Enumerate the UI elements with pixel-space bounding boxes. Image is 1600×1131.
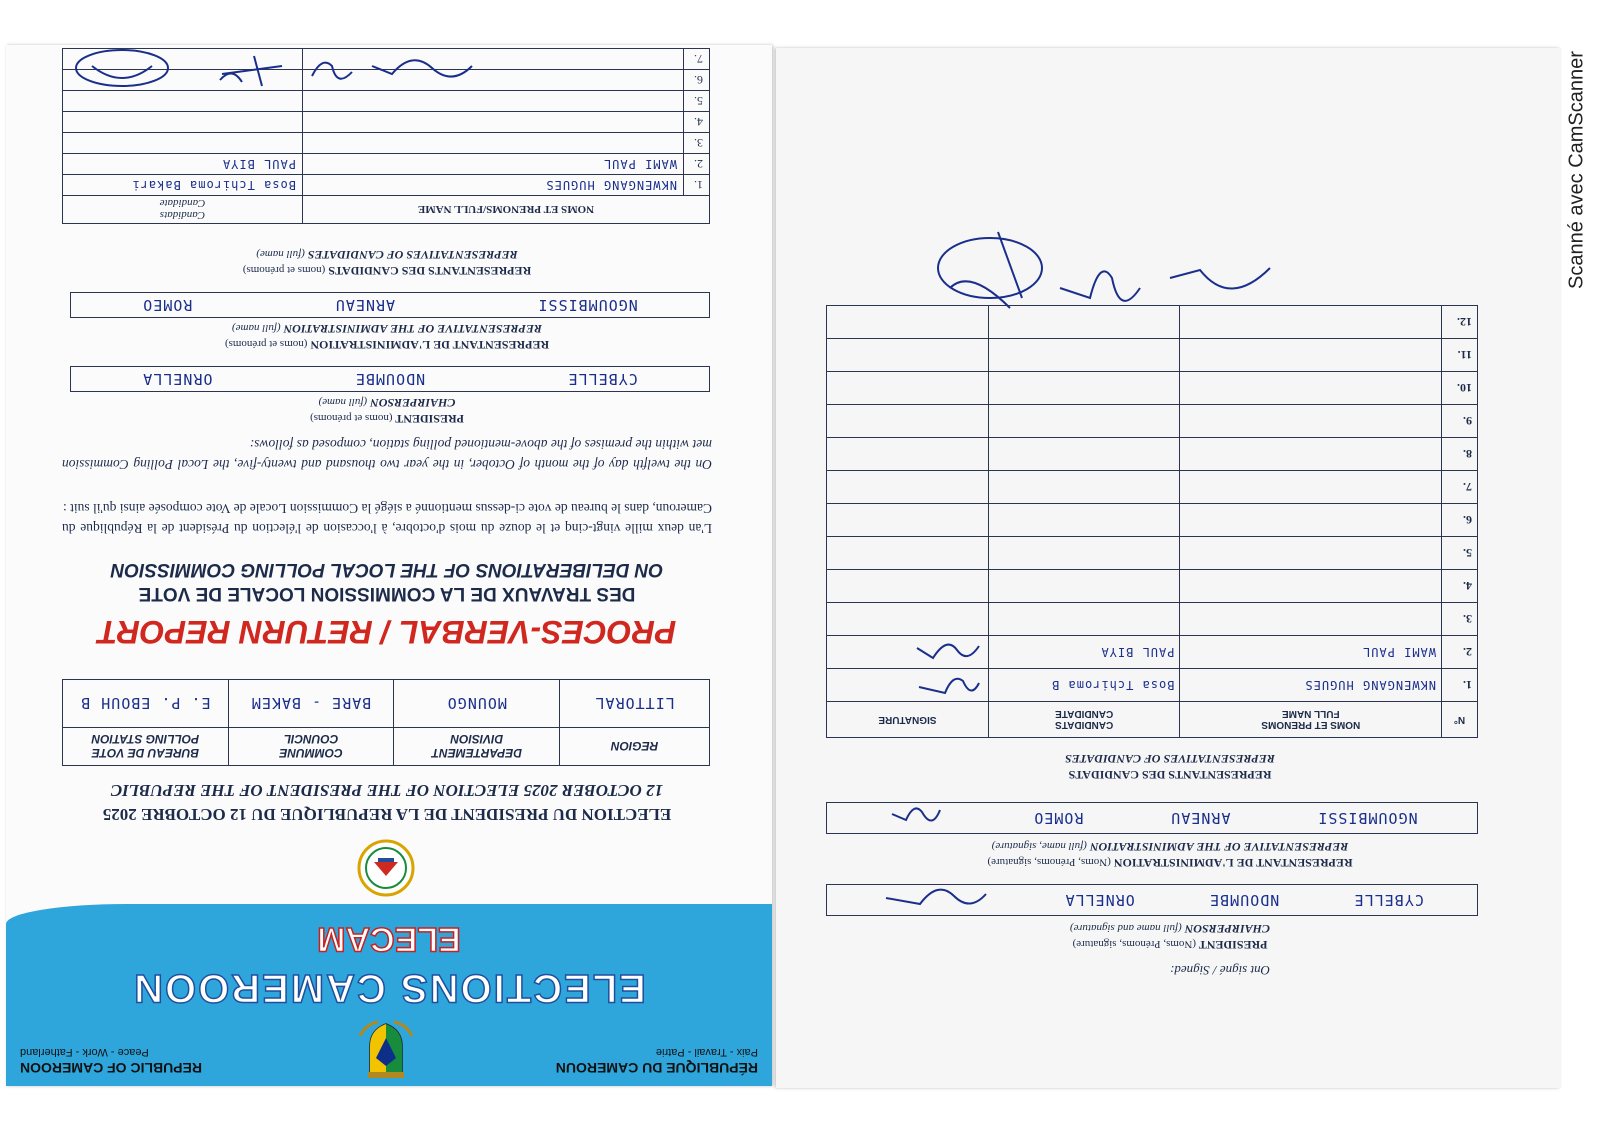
- signature-cell: [827, 636, 989, 669]
- candidate-name: [988, 471, 1180, 504]
- signed-label: Ont signé / Signed:: [1169, 963, 1270, 978]
- table-row: [827, 438, 1478, 471]
- report-subtitle-en: ON DELIBERATIONS OF THE LOCAL POLLING COMMISSION: [110, 559, 664, 580]
- representative-name: [1180, 504, 1442, 537]
- representative-name: [1180, 339, 1442, 372]
- president-signature-icon: [880, 886, 990, 914]
- candidate-name: [988, 603, 1180, 636]
- representative-name: [1180, 570, 1442, 603]
- header-en-title: REPUBLIC OF CAMEROON: [20, 1060, 202, 1076]
- signature-cell: [827, 471, 989, 504]
- value-region: LITTORAL: [560, 680, 710, 728]
- right-president-surname: NDOUMBE: [1209, 891, 1280, 909]
- representative-name: [303, 112, 684, 133]
- signature-cell: [827, 537, 989, 570]
- candidates-label-en: [42, 247, 732, 262]
- header-en: [20, 1046, 260, 1076]
- signatures-scribble-icon: [42, 46, 482, 96]
- candidate-name: [988, 570, 1180, 603]
- candidate-name: [988, 537, 1180, 570]
- president-label: [42, 411, 732, 426]
- president-label-text: PRESIDENT: [395, 412, 464, 426]
- right-admin-first-name: NGOUMBISSI: [1317, 809, 1418, 827]
- representative-name: [1180, 537, 1442, 570]
- row-number: 7.: [684, 49, 710, 70]
- header-candidate: Candidats Candidate: [63, 196, 303, 224]
- row-number: 11.: [1442, 339, 1478, 372]
- camscanner-watermark: Scanné avec CamScanner: [1565, 51, 1588, 289]
- table-row: [827, 537, 1478, 570]
- row-number: 3.: [684, 133, 710, 154]
- candidate-name: [63, 133, 303, 154]
- rep-header-row: [827, 702, 1478, 738]
- right-admin-surname: ARNEAU: [1170, 809, 1231, 827]
- table-row: [827, 636, 1478, 669]
- right-page: [776, 48, 1560, 1088]
- admin-label-en: [42, 321, 732, 336]
- left-page: [6, 45, 772, 1086]
- representative-name: [1180, 405, 1442, 438]
- right-admin-hint-en: (full name, signature): [991, 840, 1087, 852]
- representative-name: [1180, 603, 1442, 636]
- signature-cell: [827, 438, 989, 471]
- right-president-label: [820, 937, 1520, 952]
- admin-label-text: REPRESENTANT DE L'ADMINISTRATION: [310, 338, 550, 352]
- row-number: 1.: [684, 175, 710, 196]
- admin-label-en-text: REPRESENTATIVE OF THE ADMINISTRATION: [283, 322, 542, 336]
- candidates-label-text: REPRESENTANTS DES CANDIDATS: [328, 264, 532, 278]
- bottom-signatures-scribble-icon: [930, 218, 1290, 328]
- signature-icon: [913, 640, 983, 668]
- president-first-name: CYBELLE: [567, 370, 638, 388]
- admin-given-name: ROMEO: [142, 296, 193, 314]
- president-surname: NDOUMBE: [354, 370, 426, 388]
- right-president-given-name: ORNELLA: [1064, 891, 1135, 909]
- coat-of-arms-icon: [356, 1018, 416, 1080]
- admin-name-box: [70, 292, 710, 318]
- location-table: [62, 679, 710, 766]
- candidate-name: [988, 372, 1180, 405]
- candidate-name: [988, 504, 1180, 537]
- table-row: [827, 669, 1478, 702]
- admin-signature-icon: [886, 804, 946, 832]
- right-chairperson-label-text: CHAIRPERSON: [1184, 922, 1271, 936]
- president-given-name: ORNELLA: [142, 370, 213, 388]
- admin-hint-en: (full name): [232, 322, 281, 334]
- header-signature: SIGNATURE: [827, 702, 989, 738]
- representative-name: NKWENGANG HUGUES: [1180, 669, 1442, 702]
- report-subtitle-fr: DES TRAVAUX DE LA COMMISSION LOCALE DE VOTE: [138, 583, 636, 604]
- header-number: N°: [1442, 702, 1478, 738]
- admin-first-name: NGOUMBISSI: [537, 296, 638, 314]
- row-number: 7.: [1442, 471, 1478, 504]
- row-number: 2.: [1442, 636, 1478, 669]
- admin-hint: (noms et prénoms): [224, 338, 308, 350]
- right-page-content: [776, 48, 1560, 1088]
- header-fr-title: RÉPUBLIQUE DU CAMEROUN: [555, 1060, 758, 1076]
- header-fr: [498, 1046, 758, 1076]
- left-page-content: [6, 45, 772, 1086]
- header-division: DEPARTEMENT DIVISION: [394, 728, 560, 766]
- table-row: [63, 133, 710, 154]
- paragraph-en: On the twelfth day of the month of October, in the year two thousand and twenty-five, the Local Polling Commission met within the premises of the above-mentioned polling station, composed as follows:: [62, 437, 712, 472]
- signature-cell: [827, 669, 989, 702]
- candidates-hint-en: (full name): [256, 248, 305, 260]
- row-number: 2.: [684, 154, 710, 175]
- table-row: [827, 372, 1478, 405]
- table-row: [827, 339, 1478, 372]
- right-chairperson-label: [820, 921, 1520, 936]
- table-row: [827, 603, 1478, 636]
- candidate-name: PAUL BIYA: [63, 154, 303, 175]
- candidate-name: [988, 405, 1180, 438]
- election-title-fr: ELECTION DU PRESIDENT DE LA REPUBLIQUE DU 12 OCTOBRE 2025: [102, 805, 672, 824]
- admin-surname: ARNEAU: [334, 296, 396, 314]
- table-row: [63, 112, 710, 133]
- header-polling-station: BUREAU DE VOTE POLLING STATION: [63, 728, 229, 766]
- row-number: 4.: [684, 112, 710, 133]
- table-row: [63, 175, 710, 196]
- paragraph-fr: L'an deux mille vingt-cinq et le douze du mois d'octobre, à l'occasion de l'élection du Président de la République du Cameroun, dans le bureau de vote ci-dessus mentionné a siégé la Commission Locale de Vote composée ainsi qu'il suit :: [62, 501, 712, 536]
- candidate-name: [988, 438, 1180, 471]
- table-row: [827, 405, 1478, 438]
- row-number: 6.: [684, 70, 710, 91]
- election-2025-logo-icon: [356, 838, 416, 898]
- candidates-header-row: [63, 196, 710, 224]
- signature-cell: [827, 570, 989, 603]
- candidates-label-en-text: REPRESENTATIVES OF CANDIDATES: [307, 248, 518, 262]
- header-fr-motto: Paix - Travail - Patrie: [655, 1046, 758, 1058]
- chairperson-label: [42, 395, 732, 410]
- right-admin-label: [820, 855, 1520, 870]
- location-header-row: [63, 728, 710, 766]
- candidate-name: Bosa Tchiroma Bakari: [63, 175, 303, 196]
- candidate-name: [988, 339, 1180, 372]
- chairperson-hint: (full name): [318, 396, 368, 408]
- report-title: PROCES-VERBAL / RETURN REPORT: [97, 614, 677, 650]
- header-region: REGION: [560, 728, 710, 766]
- president-hint: (noms et prénoms): [310, 412, 393, 424]
- table-row: [63, 154, 710, 175]
- value-division: MOUNGO: [394, 680, 560, 728]
- candidate-name: PAUL BIYA: [988, 636, 1180, 669]
- table-row: [827, 471, 1478, 504]
- representatives-signature-table: [826, 305, 1478, 738]
- row-number: 9.: [1442, 405, 1478, 438]
- right-candidates-label-en: REPRESENTATIVES OF CANDIDATES: [1065, 752, 1275, 766]
- representative-name: WAMI PAUL: [303, 154, 684, 175]
- row-number: 1.: [1442, 669, 1478, 702]
- value-polling-station: E. P. EBOUH B: [63, 680, 229, 728]
- row-number: 5.: [1442, 537, 1478, 570]
- location-value-row: [63, 680, 710, 728]
- election-title-en: 12 OCTOBER 2025 ELECTION OF THE PRESIDENT OF THE REPUBLIC: [110, 781, 664, 800]
- row-number: 6.: [1442, 504, 1478, 537]
- header-full-name: NOMS ET PRENOMS FULL NAME: [1180, 702, 1442, 738]
- row-number: 4.: [1442, 570, 1478, 603]
- candidates-hint: (noms et prénoms): [242, 264, 326, 276]
- representative-name: [1180, 372, 1442, 405]
- row-number: 5.: [684, 91, 710, 112]
- header-full-name: NOMS ET PRENOMS/FULL NAME: [303, 196, 710, 224]
- candidate-name: [63, 112, 303, 133]
- admin-label: [42, 337, 732, 352]
- signature-cell: [827, 372, 989, 405]
- right-candidates-label: REPRESENTANTS DES CANDIDATS: [1068, 768, 1272, 782]
- signature-cell: [827, 339, 989, 372]
- right-admin-label-en: [820, 839, 1520, 854]
- representative-name: [1180, 438, 1442, 471]
- representative-name: [303, 133, 684, 154]
- candidate-name: Bosa Tchiroma B: [988, 669, 1180, 702]
- right-president-first-name: CYBELLE: [1353, 891, 1424, 909]
- right-admin-name-box: [826, 802, 1478, 834]
- row-number: 10.: [1442, 372, 1478, 405]
- right-admin-label-en-text: REPRESENTATIVE OF THE ADMINISTRATION: [1089, 840, 1349, 854]
- president-name-box: [70, 366, 710, 392]
- header-en-motto: Peace - Work - Fatherland: [20, 1046, 149, 1058]
- row-number: 12.: [1442, 306, 1478, 339]
- right-chairperson-hint: (full name and signature): [1069, 922, 1182, 934]
- row-number: 3.: [1442, 603, 1478, 636]
- table-row: [827, 570, 1478, 603]
- right-president-label-text: PRESIDENT: [1198, 938, 1268, 952]
- header-council: COMMUNE COUNCIL: [228, 728, 394, 766]
- representative-name: [1180, 471, 1442, 504]
- signature-cell: [827, 603, 989, 636]
- representative-name: NKWENGANG HUGUES: [303, 175, 684, 196]
- right-president-hint: (Noms, Prénoms, signature): [1072, 938, 1196, 950]
- right-admin-given-name: ROMEO: [1033, 809, 1084, 827]
- right-admin-hint: (Noms, Prénoms, signature): [987, 856, 1111, 868]
- value-council: BARE - BAKEM: [228, 680, 394, 728]
- header-candidate: CANDIDATS CANDIDATE: [988, 702, 1180, 738]
- signature-cell: [827, 504, 989, 537]
- table-row: [827, 504, 1478, 537]
- representative-name: WAMI PAUL: [1180, 636, 1442, 669]
- candidates-label: [42, 263, 732, 278]
- signature-icon: [913, 673, 983, 701]
- right-admin-label-text: REPRESENTANT DE L'ADMINISTRATION: [1113, 856, 1353, 870]
- brand-acronym: ELECAM: [317, 920, 461, 958]
- right-president-name-box: [826, 884, 1478, 916]
- row-number: 8.: [1442, 438, 1478, 471]
- signature-cell: [827, 405, 989, 438]
- chairperson-label-text: CHAIRPERSON: [370, 396, 456, 410]
- brand-title: ELECTIONS CAMEROON: [132, 966, 646, 1010]
